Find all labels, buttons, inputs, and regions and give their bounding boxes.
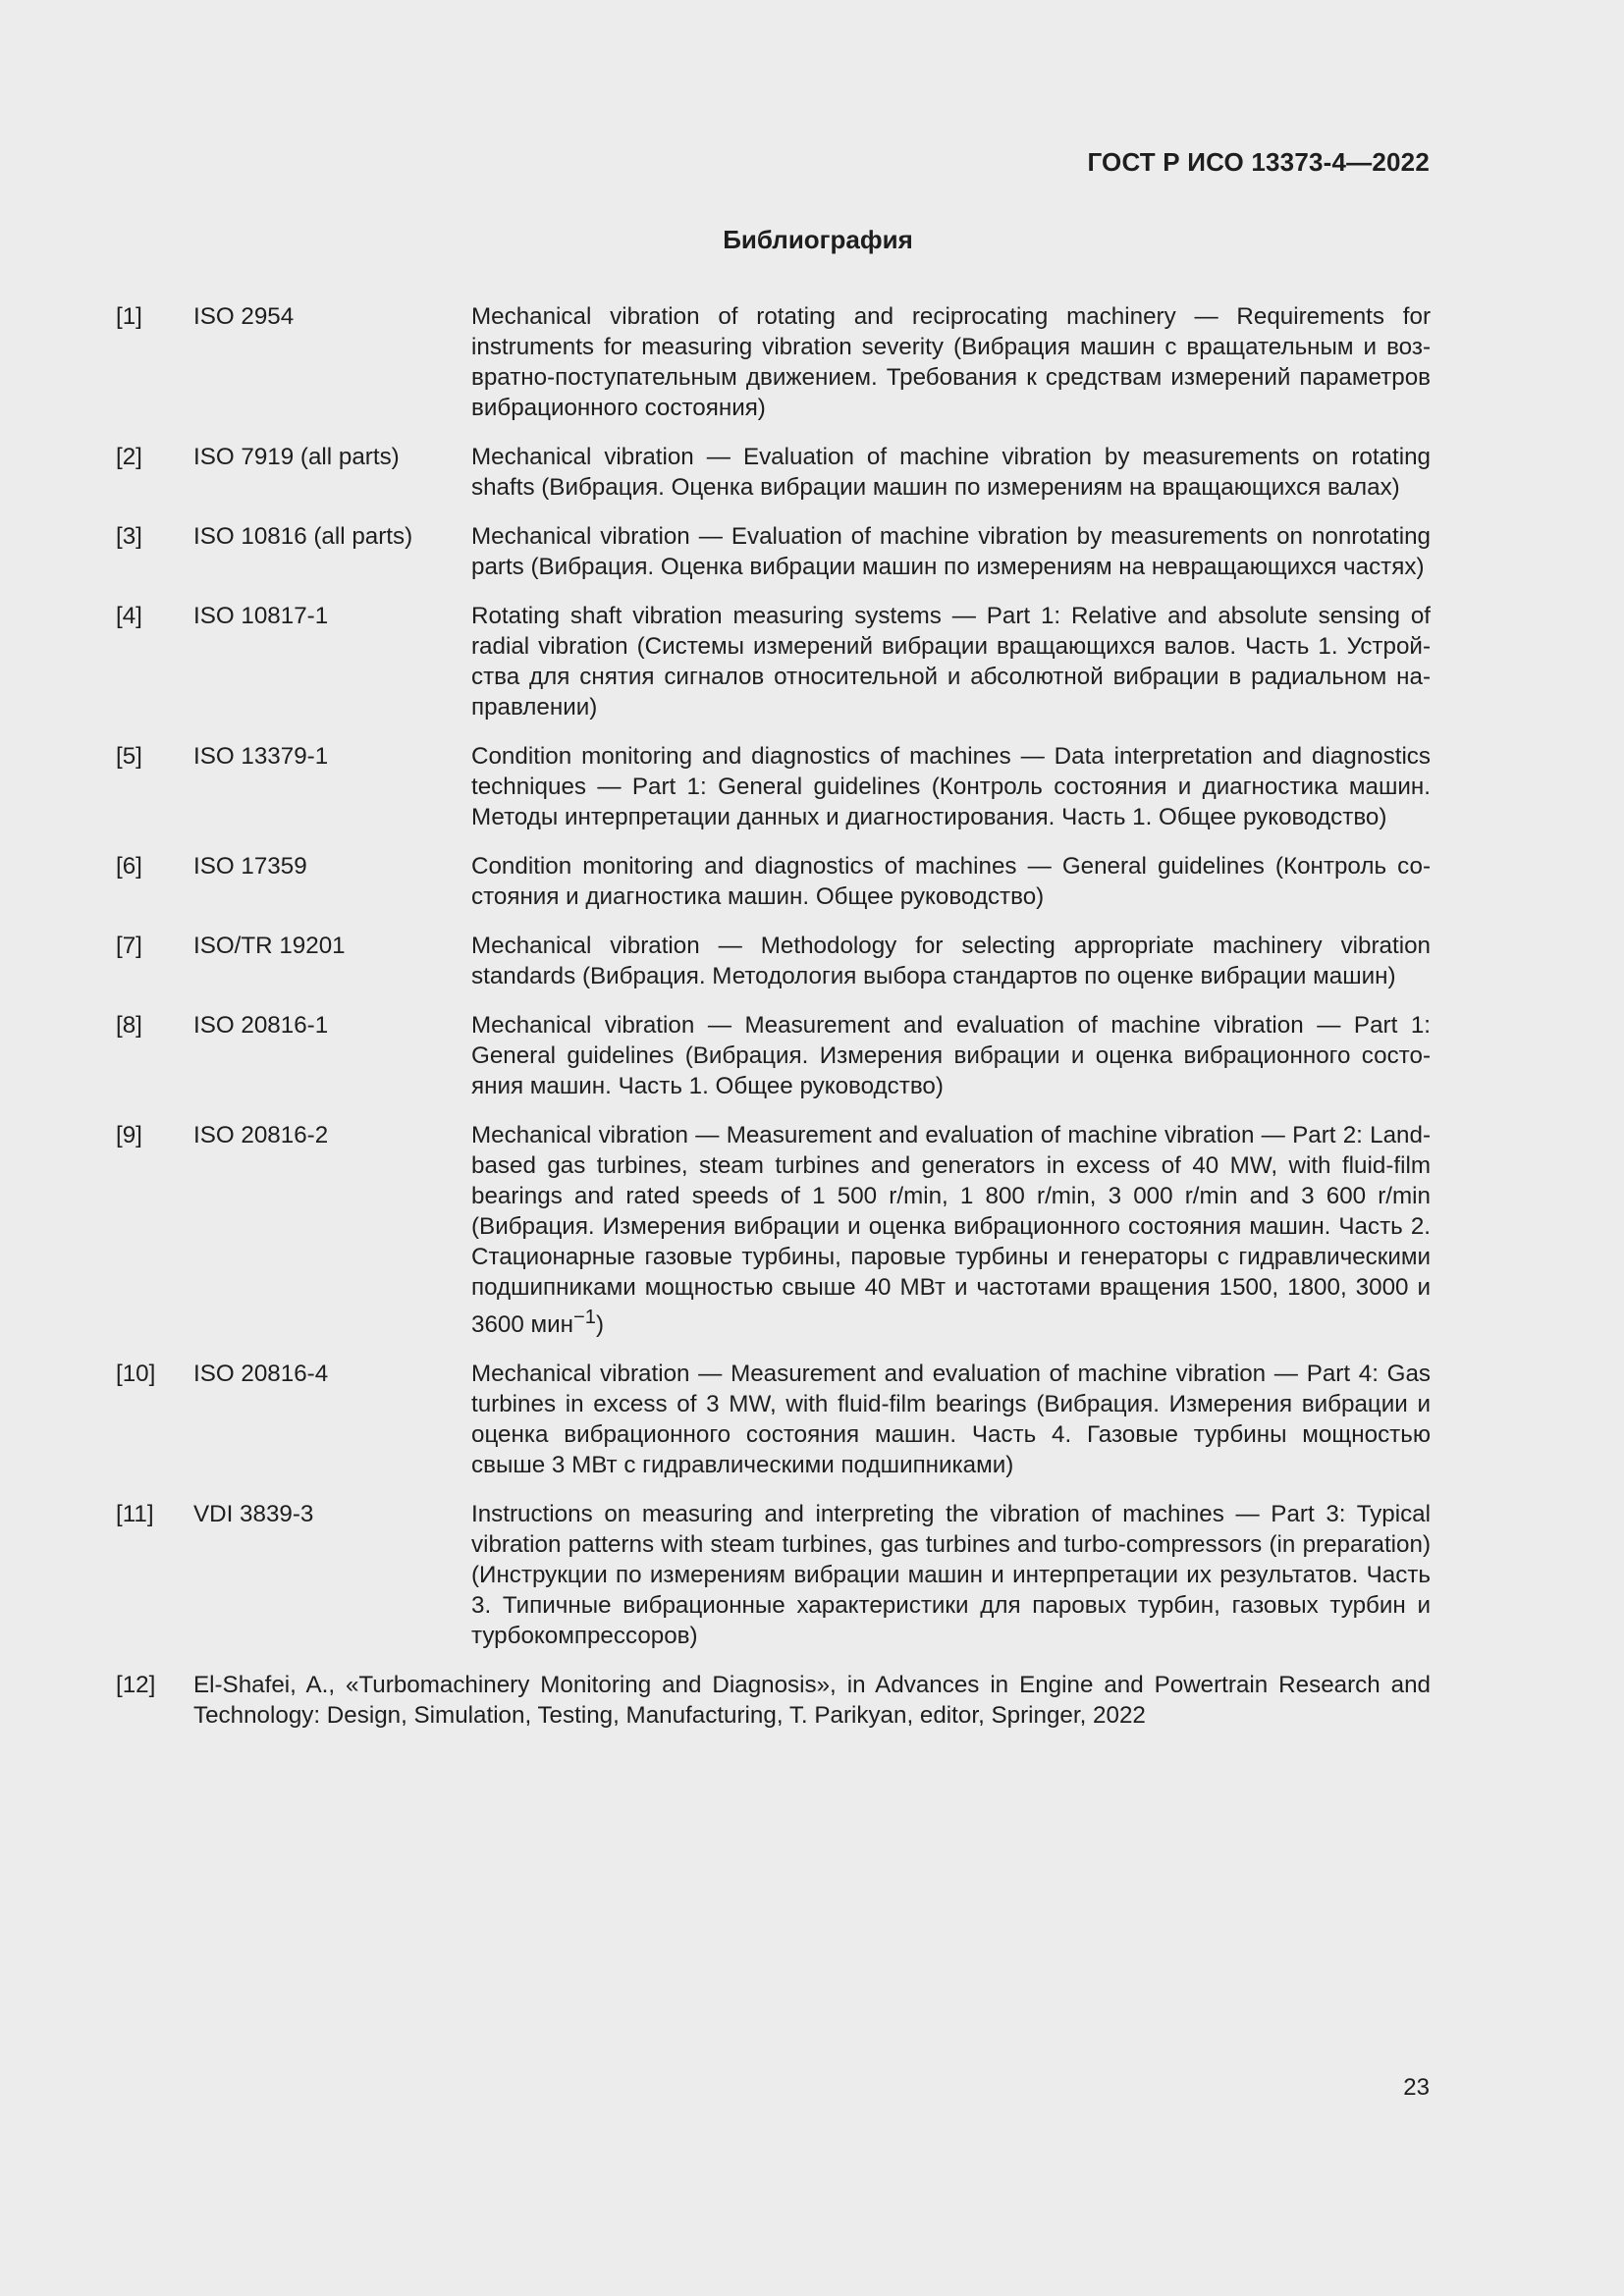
entry-number: [12] [116, 1672, 156, 1699]
entry-number: [7] [116, 933, 142, 959]
entry-number: [4] [116, 603, 142, 629]
entry-title-closing: ) [596, 1311, 605, 1339]
entry-title: Condition monitoring and diagnostics of machines — General guidelines (Контроль состояния и диагностика машин. Общее руководство) [471, 853, 1431, 910]
entry-number: [11] [116, 1501, 154, 1528]
standard-code: ISO 20816-4 [193, 1361, 329, 1388]
bibliography-entry [116, 601, 1431, 722]
section-title: Библиография [723, 225, 913, 254]
entry-number: [3] [116, 523, 142, 550]
entry-number: [8] [116, 1012, 142, 1039]
standard-code: ISO 2954 [193, 303, 295, 330]
standard-code: ISO 13379-1 [193, 743, 329, 770]
entry-title-text: Mechanical vibration — Measurement and evaluation of machine vibration — Part 2: Land-based gas turbines, steam turbines and generators in excess of 40 MW, with fluid-film bearings and rated speeds of 1 500 r/min, 1 800 r/min, 3 000 r/min and 3 600 r/min (Вибрация. Измерения вибрации и оценка вибрационного состояния машин. Часть 2. Стационарные газовые турбины, паровые турбины и генераторы с гидравлическими подшипниками мощностью свыше 40 МВт и частотами вращения 1500, 1800, 3000 и 3600 мин [471, 1122, 1431, 1339]
entry-number: [10] [116, 1361, 156, 1388]
bibliography-entry [116, 1120, 1431, 1340]
exponent-superscript: −1 [573, 1307, 597, 1328]
page-number: 23 [1403, 2074, 1430, 2101]
entry-title: Instructions on measuring and interpreting the vibration of machines — Part 3: Typical vibration patterns with steam turbines, gas turbines and turbo-compressors (in preparation) (Инструкции по измерениям вибрации машин и интерпретации их результатов. Часть 3. Типичные вибрационные характеристики для паровых турбин, газовых турбин и турбокомпрессоров) [471, 1501, 1431, 1650]
bibliography-entry [116, 741, 1431, 832]
entry-title: Mechanical vibration — Measurement and evaluation of machine vibration — Part 1: General guidelines (Вибрация. Измерения вибрации и оценка вибрационного состояния машин. Часть 1. Общее руководство) [471, 1012, 1431, 1099]
bibliography-entry [116, 1499, 1431, 1651]
entry-number: [5] [116, 743, 142, 770]
entry-title: Mechanical vibration — Evaluation of machine vibration by measurements on nonrotating parts (Вибрация. Оценка вибрации машин по измерениям на невращающихся частях) [471, 523, 1431, 580]
entry-title: Rotating shaft vibration measuring systems — Part 1: Relative and absolute sensing of radial vibration (Системы измерений вибрации вращающихся валов. Часть 1. Устройства для снятия сигналов относительной и абсолютной вибрации в радиальном направлении) [471, 603, 1431, 721]
entry-number: [1] [116, 303, 142, 330]
bibliography-entry [116, 851, 1431, 912]
bibliography-entry [116, 1010, 1431, 1101]
document-code-header: ГОСТ Р ИСО 13373-4—2022 [1087, 147, 1430, 177]
standard-code: VDI 3839-3 [193, 1501, 314, 1528]
standard-code: ISO 7919 (all parts) [193, 444, 400, 470]
bibliography-list [116, 301, 1431, 1749]
entry-number: [2] [116, 444, 142, 470]
standard-code: ISO 20816-1 [193, 1012, 329, 1039]
standard-code: ISO/TR 19201 [193, 933, 346, 959]
entry-title: Mechanical vibration of rotating and reciprocating machinery — Requirements for instruments for measuring vibration severity (Вибрация машин с вращательным и возвратно-поступательным движением. Требования к средствам измерений параметров вибрационного состояния) [471, 303, 1431, 421]
standard-code: ISO 10816 (all parts) [193, 523, 413, 550]
entry-number: [9] [116, 1122, 142, 1148]
standard-code: ISO 17359 [193, 853, 307, 880]
bibliography-entry [116, 301, 1431, 423]
entry-title [471, 1120, 1431, 1340]
entry-title: El-Shafei, A., «Turbomachinery Monitoring and Diagnosis», in Advances in Engine and Powertrain Research and Technology: Design, Simulation, Testing, Manufacturing, T. Parikyan, editor, Springer, 2022 [193, 1672, 1431, 1730]
standard-code: ISO 10817-1 [193, 603, 329, 629]
entry-number: [6] [116, 853, 142, 880]
standard-code: ISO 20816-2 [193, 1122, 329, 1148]
bibliography-entry [116, 1670, 1431, 1731]
bibliography-entry [116, 1359, 1431, 1480]
entry-title: Mechanical vibration — Evaluation of machine vibration by measurements on rotating shafts (Вибрация. Оценка вибрации машин по измерениям на вращающихся валах) [471, 444, 1431, 501]
bibliography-entry [116, 442, 1431, 503]
entry-title: Mechanical vibration — Measurement and evaluation of machine vibration — Part 4: Gas turbines in excess of 3 MW, with fluid-film bearings (Вибрация. Измерения вибрации и оценка вибрационного состояния машин. Часть 4. Газовые турбины мощностью свыше 3 МВт с гидравлическими подшипниками) [471, 1361, 1431, 1479]
bibliography-entry [116, 931, 1431, 991]
bibliography-entry [116, 521, 1431, 582]
entry-title: Mechanical vibration — Methodology for selecting appropriate machinery vibration standards (Вибрация. Методология выбора стандартов по оценке вибрации машин) [471, 933, 1431, 989]
entry-title: Condition monitoring and diagnostics of machines — Data interpretation and diagnostics techniques — Part 1: General guidelines (Контроль состояния и диагностика машин. Методы интерпретации данных и диагностирования. Часть 1. Общее руководство) [471, 743, 1431, 830]
